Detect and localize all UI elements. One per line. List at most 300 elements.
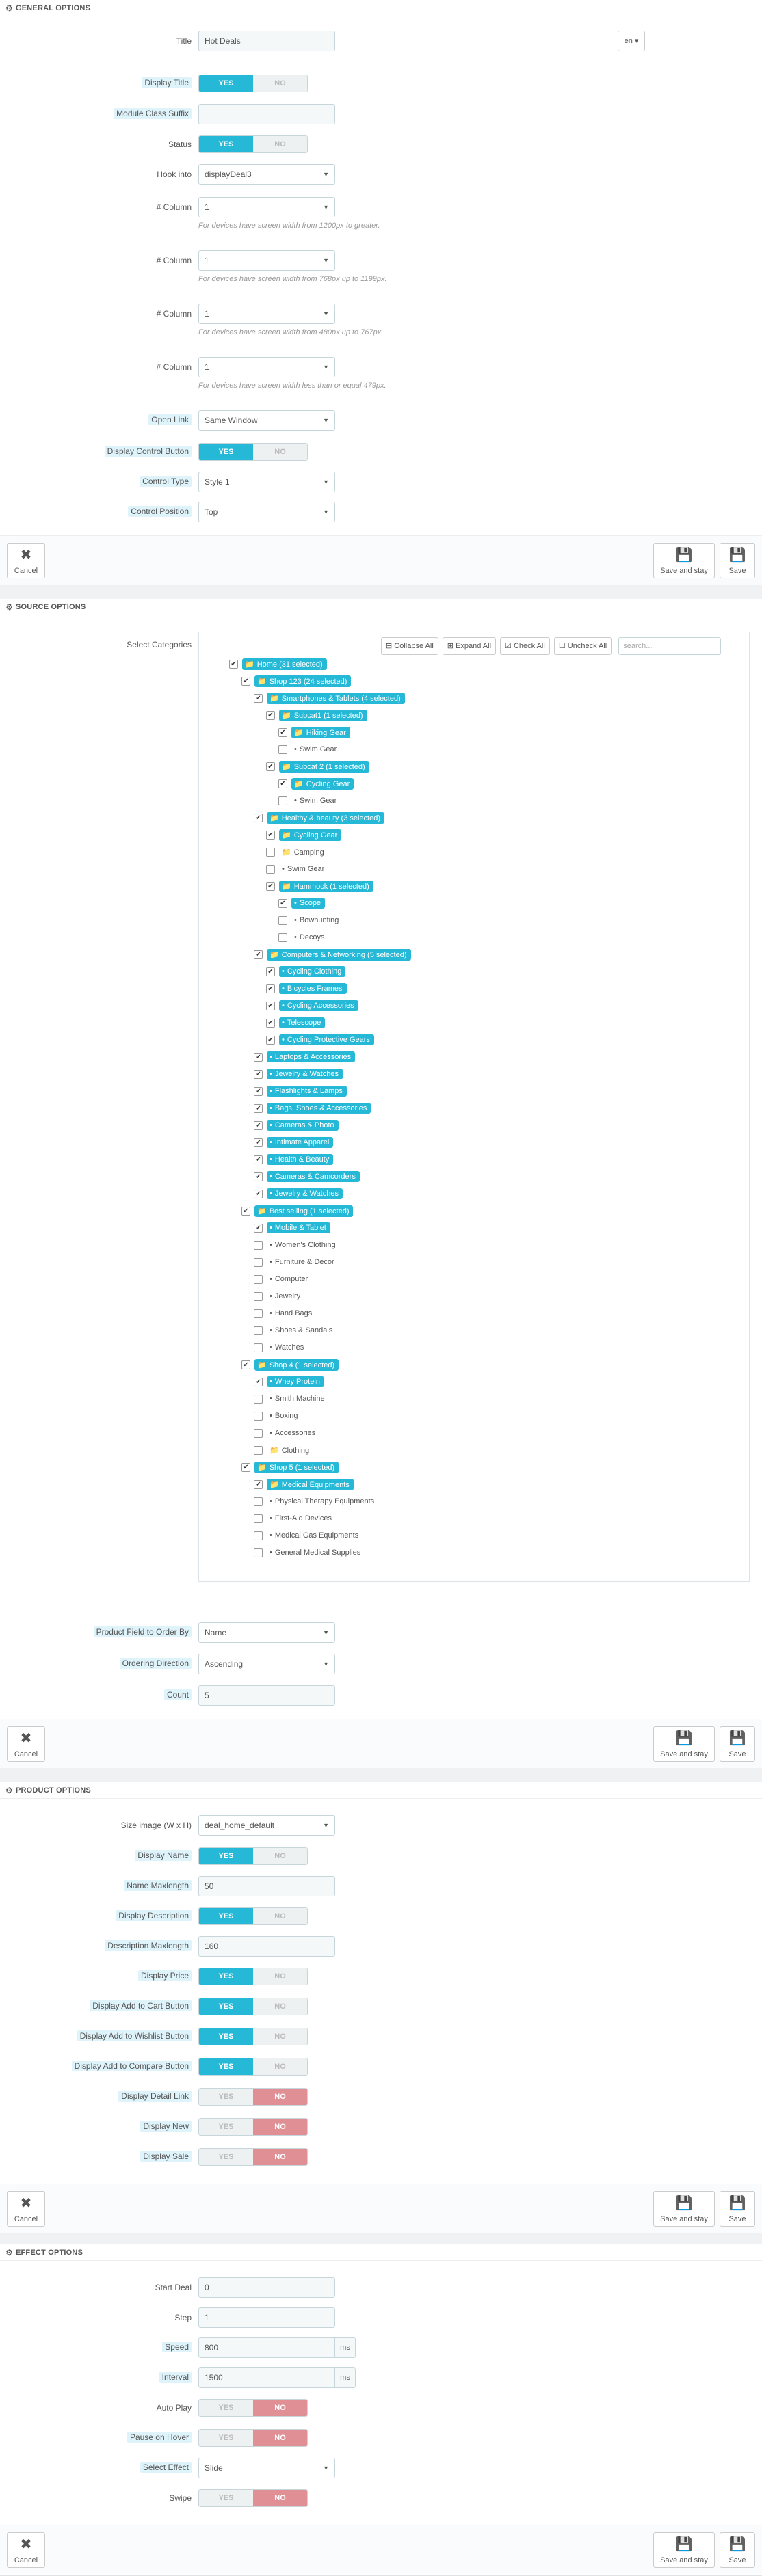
tree-node-label[interactable]: [267, 693, 405, 704]
tree-node[interactable]: [266, 845, 327, 859]
detail-link-switch[interactable]: YES NO: [198, 2088, 308, 2106]
display-description-switch[interactable]: YES NO: [198, 1907, 308, 1925]
tree-node[interactable]: [278, 896, 325, 910]
tree-node-label[interactable]: [267, 1308, 315, 1319]
tree-node-label[interactable]: [267, 1376, 324, 1387]
tree-node[interactable]: [278, 794, 339, 807]
tree-node[interactable]: [278, 930, 328, 944]
tree-node[interactable]: [254, 1153, 333, 1166]
tree-node-label[interactable]: [267, 1154, 333, 1165]
bullet-icon: •: [282, 984, 285, 993]
checkbox[interactable]: [254, 1531, 263, 1540]
checkbox[interactable]: [254, 1343, 263, 1352]
tree-node-label[interactable]: [279, 1017, 325, 1028]
display-new-switch[interactable]: YES NO: [198, 2118, 308, 2136]
language-select[interactable]: en ▾: [618, 31, 645, 51]
save-and-stay-button[interactable]: 💾 Save and stay: [653, 1726, 715, 1762]
bullet-icon: •: [270, 1190, 272, 1198]
checkbox-checked[interactable]: ✔: [241, 1207, 250, 1216]
tree-node[interactable]: [266, 1033, 374, 1047]
display-name-label: Display Name: [135, 1850, 192, 1861]
speed-unit: ms: [335, 2337, 356, 2358]
tree-node[interactable]: [254, 1272, 311, 1286]
add-to-wishlist-switch[interactable]: YES NO: [198, 2028, 308, 2045]
checkbox[interactable]: [254, 1241, 263, 1250]
bullet-icon: •: [270, 1378, 272, 1386]
tree-node-label[interactable]: [267, 1120, 339, 1131]
tree-node[interactable]: [266, 879, 373, 893]
checkbox-checked[interactable]: ✔: [266, 1002, 275, 1010]
control-position-select[interactable]: Top ▼: [198, 502, 335, 522]
tree-node-label[interactable]: [291, 795, 339, 806]
start-deal-label: Start Deal: [155, 2283, 192, 2292]
checkbox-checked[interactable]: ✔: [254, 694, 263, 703]
checkbox-checked[interactable]: ✔: [266, 1019, 275, 1028]
direction-label: Ordering Direction: [120, 1658, 192, 1669]
bullet-icon: •: [270, 1326, 272, 1334]
column-1-select[interactable]: 1 ▼: [198, 197, 335, 217]
tree-node[interactable]: [254, 1341, 306, 1354]
tree-node-label[interactable]: [279, 863, 327, 874]
tree-node[interactable]: [241, 1358, 339, 1371]
tree-node-label[interactable]: [267, 1427, 318, 1438]
count-label: Count: [164, 1689, 192, 1700]
checkbox[interactable]: [266, 848, 275, 857]
checkbox-checked[interactable]: ✔: [278, 728, 287, 737]
checkbox[interactable]: [254, 1446, 263, 1455]
tree-node-label[interactable]: [267, 1274, 311, 1285]
check-all-button[interactable]: ☑ Check All: [500, 637, 550, 655]
checkbox[interactable]: [254, 1326, 263, 1335]
checkbox[interactable]: [254, 1275, 263, 1284]
checkbox-checked[interactable]: ✔: [254, 1138, 263, 1147]
checkbox-checked[interactable]: ✔: [241, 677, 250, 686]
tree-node-label[interactable]: [291, 898, 325, 909]
tree-node-text: Cameras & Camcorders: [274, 1172, 356, 1181]
tree-node-label[interactable]: [267, 1530, 361, 1541]
chevron-down-icon: ▼: [323, 1822, 329, 1829]
open-link-select[interactable]: Same Window ▼: [198, 410, 335, 431]
save-button[interactable]: 💾 Save: [720, 2532, 755, 2568]
checkbox[interactable]: [254, 1548, 263, 1557]
tree-node[interactable]: [266, 828, 341, 842]
tree-node-label[interactable]: [291, 915, 341, 926]
tree-node[interactable]: [254, 1375, 324, 1388]
tree-node[interactable]: [254, 811, 384, 824]
checkbox-checked[interactable]: ✔: [254, 1121, 263, 1130]
save-and-stay-button[interactable]: 💾 Save and stay: [653, 543, 715, 578]
tree-node-label[interactable]: [279, 1034, 374, 1045]
checkbox-checked[interactable]: ✔: [254, 1104, 263, 1113]
gear-icon: ⚙: [5, 1785, 13, 1795]
tree-node[interactable]: [254, 1426, 318, 1440]
column-2-select[interactable]: 1 ▼: [198, 250, 335, 271]
tree-node-label[interactable]: [242, 658, 327, 670]
chevron-down-icon: ▼: [323, 479, 329, 485]
size-image-row: [0, 1815, 762, 1836]
tree-node[interactable]: [266, 982, 347, 995]
column-label: # Column: [156, 202, 192, 212]
hook-row: [0, 164, 762, 185]
tree-node-label[interactable]: [267, 1171, 360, 1182]
expand-all-button[interactable]: ⊞ Expand All: [443, 637, 496, 655]
tree-node-text: Swim Gear: [299, 745, 337, 753]
cancel-button[interactable]: ✖ Cancel: [7, 1726, 45, 1762]
cancel-button[interactable]: ✖ Cancel: [7, 543, 45, 578]
folder-icon: 📁: [282, 762, 291, 771]
tree-node[interactable]: [254, 1477, 354, 1491]
display-sale-switch[interactable]: YES NO: [198, 2148, 308, 2166]
start-deal-input[interactable]: 0: [198, 2277, 335, 2298]
auto-play-row: [0, 2398, 762, 2418]
tree-search-input[interactable]: search...: [618, 637, 721, 655]
tree-node-label[interactable]: [254, 1205, 353, 1217]
effect-options-panel: [0, 2244, 762, 2576]
tree-node-text: Healthy & beauty (3 selected): [281, 814, 381, 822]
checkbox-checked[interactable]: ✔: [266, 967, 275, 976]
tree-node-label[interactable]: [279, 829, 341, 841]
column-3-select[interactable]: 1 ▼: [198, 304, 335, 324]
tree-node-label[interactable]: [267, 1069, 343, 1079]
chevron-down-icon: ▼: [323, 171, 329, 178]
folder-icon: 📁: [257, 1207, 267, 1216]
folder-icon: 📁: [270, 814, 279, 822]
tree-node[interactable]: [254, 1324, 335, 1337]
add-to-compare-label: Display Add to Compare Button: [72, 2061, 192, 2071]
checkbox-checked[interactable]: ✔: [254, 1155, 263, 1164]
checkbox-checked[interactable]: ✔: [241, 1360, 250, 1369]
select-effect-select[interactable]: Slide ▼: [198, 2458, 335, 2478]
tree-node-label[interactable]: [254, 1462, 339, 1473]
tree-node-label[interactable]: [267, 1103, 371, 1114]
tree-node[interactable]: [254, 1392, 328, 1406]
tree-node[interactable]: [254, 1084, 347, 1098]
control-type-select[interactable]: Style 1 ▼: [198, 472, 335, 492]
tree-node-text: Hammock (1 selected): [293, 882, 369, 891]
pause-hover-row: [0, 2428, 762, 2448]
checkbox-checked[interactable]: ✔: [254, 814, 263, 822]
chevron-down-icon: ▼: [323, 204, 329, 211]
tree-node-label[interactable]: [267, 1137, 333, 1148]
add-to-cart-label: Display Add to Cart Button: [90, 2000, 192, 2011]
panel-heading: ⚙ GENERAL OPTIONS: [0, 0, 762, 16]
panel-footer: [0, 535, 762, 585]
checkbox-checked[interactable]: ✔: [266, 711, 275, 720]
add-to-cart-switch[interactable]: YES NO: [198, 1998, 308, 2015]
tree-node-label[interactable]: [267, 1051, 355, 1062]
categories-label: Select Categories: [127, 640, 192, 649]
save-button[interactable]: 💾 Save: [720, 2191, 755, 2227]
step-input[interactable]: 1: [198, 2307, 335, 2328]
tree-node-text: Cycling Gear: [293, 831, 338, 840]
checkbox-checked[interactable]: ✔: [266, 882, 275, 891]
display-new-row: [0, 2117, 762, 2137]
tree-node[interactable]: [266, 862, 327, 876]
control-button-row: [0, 442, 762, 462]
column-1-row: [0, 197, 762, 230]
checkbox[interactable]: [254, 1309, 263, 1318]
start-deal-row: [0, 2277, 762, 2298]
checkbox[interactable]: [254, 1395, 263, 1404]
tree-node-label[interactable]: [267, 1342, 306, 1353]
tree-node-text: Laptops & Accessories: [274, 1053, 352, 1061]
checkbox-checked[interactable]: ✔: [266, 762, 275, 771]
tree-node[interactable]: [254, 1238, 339, 1252]
add-to-compare-switch[interactable]: YES NO: [198, 2058, 308, 2076]
tree-node-label[interactable]: [279, 846, 327, 858]
bullet-icon: •: [270, 1429, 272, 1437]
display-sale-row: [0, 2147, 762, 2167]
name-maxlength-input[interactable]: 50: [198, 1876, 335, 1896]
bullet-icon: •: [270, 1497, 272, 1505]
bullet-icon: •: [270, 1241, 272, 1249]
tree-node[interactable]: [278, 913, 341, 927]
tree-node-label[interactable]: [279, 761, 369, 773]
tree-node[interactable]: [254, 1118, 339, 1132]
checkbox-checked[interactable]: ✔: [278, 779, 287, 788]
bullet-icon: •: [282, 1019, 285, 1027]
tree-node-text: Swim Gear: [299, 796, 337, 805]
save-button[interactable]: 💾 Save: [720, 543, 755, 578]
tree-node-label[interactable]: [267, 1496, 377, 1507]
tree-node-text: Health & Beauty: [274, 1155, 330, 1164]
swipe-switch[interactable]: YES NO: [198, 2489, 308, 2507]
display-name-row: [0, 1846, 762, 1866]
gear-icon: ⚙: [5, 602, 13, 612]
checkbox[interactable]: [278, 796, 287, 805]
tree-node-label[interactable]: [279, 881, 373, 892]
tree-node[interactable]: [278, 742, 339, 756]
tree-node[interactable]: [254, 1546, 363, 1559]
checkbox-checked[interactable]: ✔: [254, 1070, 263, 1079]
tree-node-text: Boxing: [274, 1412, 298, 1420]
checkbox-checked[interactable]: ✔: [254, 1480, 263, 1489]
save-and-stay-button[interactable]: 💾 Save and stay: [653, 2191, 715, 2227]
order-by-select[interactable]: Name ▼: [198, 1622, 335, 1643]
checkbox-checked[interactable]: ✔: [266, 1036, 275, 1045]
tree-node[interactable]: [254, 1101, 371, 1115]
checkbox[interactable]: [254, 1497, 263, 1506]
save-and-stay-button[interactable]: 💾 Save and stay: [653, 2532, 715, 2568]
tree-node[interactable]: [254, 1494, 377, 1508]
chevron-down-icon: ▼: [323, 509, 329, 515]
tree-node[interactable]: [254, 1409, 301, 1423]
tree-node-text: Shop 5 (1 selected): [269, 1463, 335, 1472]
tree-node-label[interactable]: [267, 1513, 334, 1524]
direction-select[interactable]: Ascending ▼: [198, 1654, 335, 1674]
tree-node-label[interactable]: [279, 983, 347, 994]
count-input[interactable]: 5: [198, 1685, 335, 1706]
tree-node-text: Bicycles Frames: [287, 984, 343, 993]
checkbox-checked[interactable]: ✔: [254, 1224, 263, 1233]
tree-node[interactable]: [254, 1255, 337, 1269]
select-effect-label: Select Effect: [140, 2462, 192, 2473]
checkbox[interactable]: [254, 1292, 263, 1301]
checkbox-checked[interactable]: ✔: [254, 1087, 263, 1096]
title-input[interactable]: Hot Deals: [198, 31, 335, 51]
checkbox[interactable]: [254, 1429, 263, 1438]
tree-node[interactable]: [241, 674, 351, 688]
collapse-all-button[interactable]: ⊟ Collapse All: [381, 637, 438, 655]
tree-node-text: Smith Machine: [274, 1395, 325, 1403]
tree-node-label[interactable]: [279, 1000, 358, 1011]
speed-row: [0, 2337, 762, 2358]
count-row: [0, 1685, 762, 1706]
tree-node[interactable]: [254, 948, 411, 961]
checkbox[interactable]: [254, 1258, 263, 1267]
checkbox-checked[interactable]: ✔: [254, 950, 263, 959]
column-4-row: [0, 357, 762, 390]
tree-node[interactable]: [254, 1187, 343, 1200]
auto-play-switch[interactable]: YES NO: [198, 2399, 308, 2417]
tree-node[interactable]: [254, 1136, 333, 1149]
tree-node-label[interactable]: [267, 1479, 354, 1490]
chevron-down-icon: ▼: [323, 417, 329, 424]
tree-node[interactable]: [266, 965, 345, 978]
tree-node[interactable]: [266, 708, 367, 722]
order-by-label: Product Field to Order By: [94, 1626, 192, 1637]
tree-node-label[interactable]: [267, 1291, 303, 1302]
checkbox-checked[interactable]: ✔: [229, 660, 238, 669]
checkbox[interactable]: [266, 865, 275, 874]
folder-icon: 📁: [270, 1480, 279, 1489]
checkbox-checked[interactable]: ✔: [254, 1172, 263, 1181]
tree-node[interactable]: [254, 691, 405, 705]
tree-node[interactable]: [266, 1016, 325, 1030]
description-maxlength-input[interactable]: 160: [198, 1936, 335, 1957]
checkbox[interactable]: [278, 745, 287, 754]
tree-node-label[interactable]: [267, 1393, 328, 1404]
tree-node[interactable]: [254, 1050, 355, 1064]
tree-node-label[interactable]: [291, 727, 350, 738]
bullet-icon: •: [282, 1036, 285, 1044]
checkbox-checked[interactable]: ✔: [254, 1378, 263, 1386]
tree-node[interactable]: [254, 1529, 361, 1542]
tree-node-label[interactable]: [267, 812, 384, 824]
tree-node[interactable]: [254, 1289, 303, 1303]
checkbox-checked[interactable]: ✔: [266, 831, 275, 840]
panel-footer: [0, 2184, 762, 2233]
tree-node-label[interactable]: [267, 1086, 347, 1097]
tree-node[interactable]: [229, 657, 327, 671]
cancel-button[interactable]: ✖ Cancel: [7, 2532, 45, 2568]
select-effect-row: [0, 2458, 762, 2478]
chevron-down-icon: ▼: [323, 1629, 329, 1636]
uncheck-all-button[interactable]: ☐ Uncheck All: [554, 637, 612, 655]
tree-node-label[interactable]: [279, 710, 367, 721]
tree-node-text: Shoes & Sandals: [274, 1326, 333, 1334]
tree-node-label[interactable]: [267, 949, 411, 961]
tree-node-text: Whey Protein: [274, 1378, 320, 1386]
control-button-switch[interactable]: YES NO: [198, 443, 308, 461]
tree-node[interactable]: [266, 999, 358, 1012]
tree-node-label[interactable]: [279, 966, 345, 977]
class-suffix-input[interactable]: [198, 104, 335, 124]
tree-node-label[interactable]: [267, 1188, 343, 1199]
check-square-icon: ☑: [505, 642, 512, 650]
tree-node[interactable]: [278, 725, 350, 739]
tree-node-text: Jewelry & Watches: [274, 1070, 339, 1078]
gear-icon: ⚙: [5, 3, 13, 13]
tree-node-text: Cameras & Photo: [274, 1121, 334, 1129]
status-switch[interactable]: YES NO: [198, 135, 308, 153]
column-4-select[interactable]: 1 ▼: [198, 357, 335, 377]
tree-node-label[interactable]: [291, 932, 328, 943]
save-button[interactable]: 💾 Save: [720, 1726, 755, 1762]
tree-node-text: Swim Gear: [287, 865, 325, 873]
tree-node[interactable]: [254, 1170, 360, 1183]
chevron-down-icon: ▼: [323, 310, 329, 317]
column-label: # Column: [156, 309, 192, 319]
checkbox[interactable]: [254, 1412, 263, 1421]
tree-node-label[interactable]: [254, 675, 351, 687]
checkbox[interactable]: [278, 933, 287, 942]
tree-node[interactable]: [254, 1306, 315, 1320]
chevron-down-icon: ▼: [323, 257, 329, 264]
checkbox-checked[interactable]: ✔: [254, 1190, 263, 1198]
tree-node[interactable]: [254, 1067, 343, 1081]
display-name-switch[interactable]: YES NO: [198, 1847, 308, 1865]
tree-node-text: Subcat 2 (1 selected): [293, 762, 365, 771]
tree-node-label[interactable]: [267, 1239, 339, 1250]
folder-icon: 📁: [270, 1446, 279, 1455]
tree-node[interactable]: [254, 1221, 330, 1235]
description-maxlength-label: Description Maxlength: [105, 1940, 192, 1951]
tree-node[interactable]: [278, 777, 354, 790]
tree-node-text: Flashlights & Lamps: [274, 1087, 343, 1095]
tree-node-label[interactable]: [267, 1547, 363, 1558]
pause-hover-switch[interactable]: YES NO: [198, 2429, 308, 2447]
tree-node[interactable]: [254, 1443, 312, 1457]
checkbox[interactable]: [278, 916, 287, 925]
checkbox-checked[interactable]: ✔: [241, 1463, 250, 1472]
cancel-button[interactable]: ✖ Cancel: [7, 2191, 45, 2227]
display-title-switch[interactable]: YES NO: [198, 75, 308, 92]
tree-node-label[interactable]: [267, 1222, 330, 1233]
size-image-select[interactable]: deal_home_default ▼: [198, 1815, 335, 1836]
tree-node[interactable]: [266, 760, 369, 773]
bullet-icon: •: [270, 1395, 272, 1403]
floppy-icon: 💾: [675, 2196, 693, 2211]
tree-node-label[interactable]: [291, 744, 339, 755]
display-price-switch[interactable]: YES NO: [198, 1968, 308, 1985]
open-link-row: [0, 410, 762, 431]
help-text: For devices have screen width from 480px up to 767px.: [198, 328, 384, 336]
bullet-icon: •: [270, 1514, 272, 1522]
control-button-label: Display Control Button: [105, 446, 192, 457]
speed-input[interactable]: 800: [198, 2337, 335, 2358]
floppy-icon: 💾: [675, 548, 693, 563]
tree-node[interactable]: [241, 1204, 353, 1218]
tree-node-label[interactable]: [267, 1445, 312, 1456]
tree-node[interactable]: [254, 1512, 334, 1525]
tree-node-label[interactable]: [267, 1257, 337, 1267]
tree-node[interactable]: [241, 1460, 339, 1474]
checkbox-checked[interactable]: ✔: [266, 984, 275, 993]
interval-input[interactable]: 1500: [198, 2367, 335, 2388]
display-description-row: [0, 1906, 762, 1927]
hook-select[interactable]: displayDeal3 ▼: [198, 164, 335, 185]
bullet-icon: •: [270, 1138, 272, 1146]
checkbox-checked[interactable]: ✔: [278, 899, 287, 908]
checkbox-checked[interactable]: ✔: [254, 1053, 263, 1062]
tree-node-label[interactable]: [254, 1359, 339, 1371]
close-icon: ✖: [20, 1731, 32, 1746]
tree-node-label[interactable]: [267, 1410, 301, 1421]
tree-node-label[interactable]: [291, 778, 354, 790]
checkbox[interactable]: [254, 1514, 263, 1523]
tree-node-label[interactable]: [267, 1325, 335, 1336]
